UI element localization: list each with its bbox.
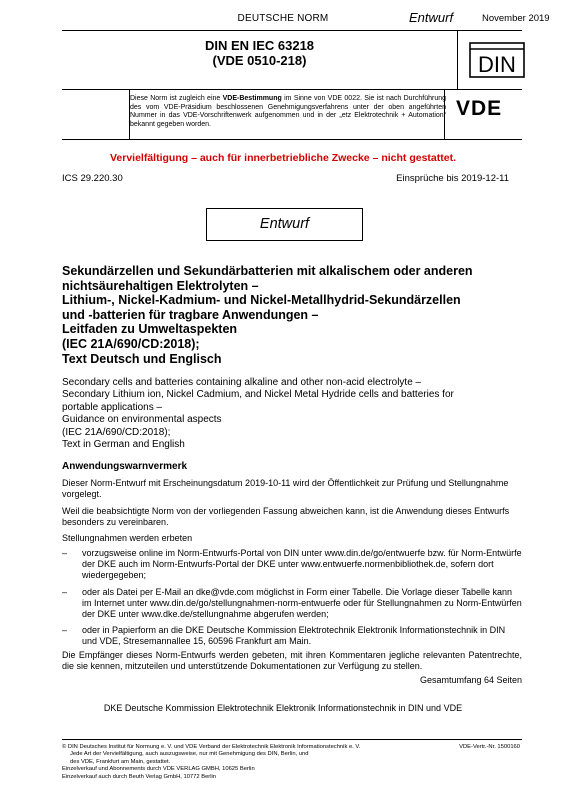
norm-type-label: DEUTSCHE NORM bbox=[237, 13, 329, 24]
frame-mid-rule bbox=[62, 89, 522, 90]
title-english bbox=[62, 377, 522, 451]
title-en-line: portable applications – bbox=[62, 401, 163, 413]
application-notice-p2: Weil die beabsichtigte Norm von der vorliegenden Fassung abweichen kann, ist die Anwendung dieses Entwurfs besonders zu vereinbaren. bbox=[62, 506, 510, 528]
title-en-line: Guidance on environmental aspects bbox=[62, 414, 222, 426]
title-de-line: und -batterien für tragbare Anwendungen – bbox=[62, 307, 319, 322]
application-notice-p1: Dieser Norm-Entwurf mit Erscheinungsdatum 2019-10-11 wird der Öffentlichkeit zur Prüfung und Stellungnahme vorgelegt. bbox=[62, 478, 509, 500]
objections-deadline: Einsprüche bis 2019-12-11 bbox=[396, 173, 509, 184]
footer-legal bbox=[62, 744, 452, 781]
title-en-line: Secondary cells and batteries containing alkaline and other non-acid electrolyte – bbox=[62, 377, 422, 388]
bullet-text: oder als Datei per E-Mail an dke@vde.com möglichst in Form einer Tabelle. Die Vorlage dieser Tabelle kann im Internet unter www.din.de/go/stellungnahmen-norm-entwuerfe oder für Stellungnahmen zu Norm-Entwürfen der DKE unter www.dke.de/stellungnahme abgerufen werden; bbox=[82, 587, 522, 620]
application-notice-heading: Anwendungswarnvermerk bbox=[62, 461, 188, 472]
application-notice-p3: Stellungnahmen werden erbeten bbox=[62, 533, 193, 543]
title-de-line: nichtsäurehaltigen Elektrolyten – bbox=[62, 278, 259, 293]
bullet-dash: – bbox=[62, 548, 68, 558]
title-en-line: (IEC 21A/690/CD:2018); bbox=[62, 426, 171, 438]
bullet-dash: – bbox=[62, 625, 68, 635]
document-number-line1: DIN EN IEC 63218 bbox=[204, 38, 315, 53]
title-de-line: Sekundärzellen und Sekundärbatterien mit alkalischem oder anderen bbox=[62, 264, 473, 278]
frame-divider bbox=[457, 30, 458, 90]
notice-rest: im Sinne von VDE 0022. Sie ist nach Durchführung des vom VDE-Präsidium beschlossenen Genehmigungsverfahrens unter der oben angeführten Nummer in das VDE-Vorschriftenwerk aufgenommen und in der „etz Elektrotechnik + Automation“ bekannt gegeben worden. bbox=[130, 95, 446, 128]
reproduction-warning: Vervielfältigung – auch für innerbetriebliche Zwecke – nicht gestattet. bbox=[109, 152, 456, 164]
title-de-line: Lithium-, Nickel-Kadmium- und Nickel-Metallhydrid-Sekundärzellen bbox=[62, 293, 461, 308]
footer-rule bbox=[62, 739, 522, 740]
vde-notice bbox=[130, 95, 446, 129]
document-status: Entwurf bbox=[409, 10, 454, 25]
title-german bbox=[62, 264, 522, 366]
draft-box: Entwurf bbox=[206, 208, 363, 241]
notice-prefix: Diese Norm ist zugleich eine bbox=[130, 95, 223, 102]
document-number bbox=[62, 38, 457, 68]
title-en-line: Secondary Lithium ion, Nickel Cadmium, and Nickel Metal Hydride cells and batteries for bbox=[62, 389, 454, 401]
dke-line: DKE Deutsche Kommission Elektrotechnik Elektronik Informationstechnik in DIN und VDE bbox=[103, 703, 463, 713]
vde-logo: VDE bbox=[456, 97, 503, 120]
title-de-line: Text Deutsch und Englisch bbox=[62, 351, 222, 366]
footer-copyright: © DIN Deutsches Institut für Normung e. V. und VDE Verband der Elektrotechnik Elektronik Informationstechnik e. V. bbox=[62, 744, 361, 750]
list-item bbox=[62, 625, 522, 649]
frame-bottom-rule bbox=[62, 139, 522, 140]
footer-sales-1: Einzelverkauf und Abonnements durch VDE VERLAG GMBH, 10625 Berlin bbox=[62, 766, 255, 773]
bullet-text: oder in Papierform an die DKE Deutsche Kommission Elektrotechnik Elektronik Informationstechnik in DIN und VDE, Stresemannallee 15, 60596 Frankfurt am Main. bbox=[82, 625, 506, 647]
frame-top-rule bbox=[62, 30, 522, 31]
title-de-line: Leitfaden zu Umweltaspekten bbox=[62, 322, 238, 337]
ics-code: ICS 29.220.30 bbox=[62, 173, 123, 184]
bullet-dash: – bbox=[62, 587, 68, 597]
application-notice-p4: Die Empfänger dieses Norm-Entwurfs werden gebeten, mit ihren Kommentaren jegliche relevanten Patentrechte, die sie kennen, mitzuteilen und unterstützende Dokumentationen zur Verfügung zu stellen. bbox=[62, 650, 522, 672]
footer-rights-1: Jede Art der Vervielfältigung, auch auszugsweise, nur mit Genehmigung des DIN, Berlin, und bbox=[70, 751, 309, 758]
publication-date: November 2019 bbox=[482, 13, 550, 24]
document-number-line2: (VDE 0510-218) bbox=[212, 53, 307, 68]
order-number: VDE-Vertr.-Nr. 1500160 bbox=[459, 744, 520, 750]
total-pages: Gesamtumfang 64 Seiten bbox=[419, 675, 522, 685]
footer-sales-2: Einzelverkauf auch durch Beuth Verlag GmbH, 10772 Berlin bbox=[62, 773, 217, 780]
title-de-line: (IEC 21A/690/CD:2018); bbox=[62, 336, 200, 351]
din-logo-text: DIN bbox=[478, 52, 516, 77]
title-en-line: Text in German and English bbox=[62, 439, 185, 451]
bullet-text: vorzugsweise online im Norm-Entwurfs-Portal von DIN unter www.din.de/go/entwuerfe bzw. für Norm-Entwürfe der DKE auch im Norm-Entwurfs-Portal der DKE unter www.entwuerfe.normenbibliothek.de, sofern dort wiedergegeben; bbox=[82, 548, 522, 581]
list-item bbox=[62, 548, 522, 584]
list-item bbox=[62, 587, 522, 623]
notice-bold: VDE-Bestimmung bbox=[222, 95, 282, 102]
din-logo bbox=[469, 42, 525, 78]
footer-rights-2: des VDE, Frankfurt am Main, gestattet. bbox=[70, 758, 171, 765]
